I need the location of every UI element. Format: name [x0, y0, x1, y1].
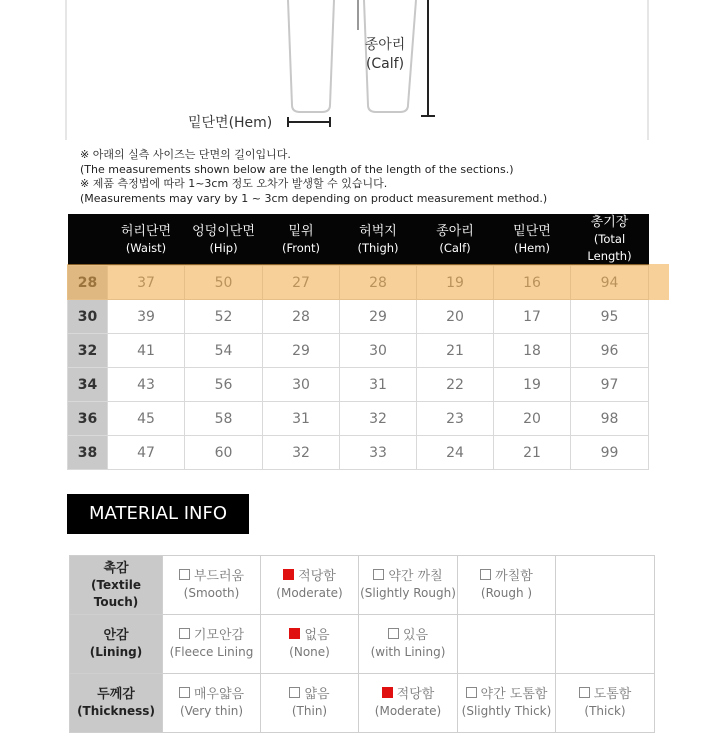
measure-cell: 19 [494, 368, 571, 402]
measure-cell: 58 [185, 402, 263, 436]
header-calf: 종아리 (Calf) [417, 214, 494, 266]
option-label-en: (Very thin) [179, 704, 244, 718]
measure-cell: 95 [571, 300, 649, 334]
option-label-en: (Fleece Lining [169, 645, 254, 659]
material-option [359, 674, 458, 733]
option-label-ko: 도톰함 [593, 687, 632, 702]
checked-box-icon [382, 687, 393, 698]
option-label-ko: 없음 [304, 628, 330, 643]
measure-cell: 54 [185, 334, 263, 368]
option-label-ko: 약간 까칠 [388, 569, 443, 584]
material-option [163, 674, 261, 733]
measure-cell: 99 [571, 436, 649, 470]
measure-cell: 33 [340, 436, 417, 470]
option-label-ko: 기모안감 [193, 628, 245, 643]
note-line: (Measurements may vary by 1 ~ 3cm depending on product measurement method.) [80, 191, 548, 205]
material-row-header [70, 615, 163, 674]
material-row-header [70, 674, 163, 733]
measure-cell: 23 [417, 402, 494, 436]
size-cell: 38 [68, 436, 108, 470]
measurement-notes [80, 148, 660, 206]
measure-cell: 31 [340, 368, 417, 402]
material-header-en: (Textile Touch) [90, 577, 142, 609]
calf-label-ko: 종아리 [364, 37, 406, 53]
material-option [163, 615, 261, 674]
header-thigh: 허벅지 (Thigh) [340, 214, 417, 266]
size-table-header [68, 214, 649, 266]
material-option [458, 674, 556, 733]
measure-cell: 31 [263, 402, 340, 436]
measure-cell: 20 [494, 402, 571, 436]
table-row [68, 334, 649, 368]
size-table [67, 214, 649, 470]
option-label-en: (Thin) [291, 704, 328, 718]
material-option [556, 556, 655, 615]
option-label-en: (Slightly Thick) [461, 704, 552, 718]
table-row [68, 436, 649, 470]
measure-cell: 22 [417, 368, 494, 402]
table-row [68, 402, 649, 436]
measure-cell: 21 [417, 334, 494, 368]
header-hem: 밑단면 (Hem) [494, 214, 571, 266]
material-header-en: (Thickness) [77, 704, 155, 718]
note-line: ※ 아래의 실측 사이즈는 단면의 길이입니다. [80, 148, 291, 161]
option-label-en: (None) [289, 645, 330, 659]
material-header-ko: 촉감 [103, 560, 129, 576]
header-waist: 허리단면 (Waist) [108, 214, 185, 266]
measure-cell: 43 [108, 368, 185, 402]
option-label-ko: 까칠함 [495, 569, 533, 584]
measure-cell: 39 [108, 300, 185, 334]
header-front: 밑위 (Front) [263, 214, 340, 266]
checked-box-icon [289, 628, 300, 639]
measure-cell: 29 [263, 334, 340, 368]
measure-cell: 17 [494, 300, 571, 334]
option-label-ko: 있음 [402, 628, 429, 643]
checkbox-icon [289, 687, 300, 698]
header-hip: 엉덩이단면 (Hip) [185, 214, 263, 266]
material-option [359, 556, 458, 615]
material-info-title: MATERIAL INFO [67, 494, 249, 534]
option-label-ko: 약간 도톰함 [480, 687, 548, 702]
header-total-length: 총기장 (Total Length) [571, 214, 649, 266]
option-label-en: (Slightly Rough) [360, 586, 456, 600]
option-label-ko: 매우얇음 [193, 687, 245, 702]
material-option [261, 615, 359, 674]
measure-cell: 21 [494, 436, 571, 470]
measure-cell: 20 [417, 300, 494, 334]
option-label-en: (Rough ) [480, 586, 533, 600]
option-label-ko: 적당함 [396, 687, 435, 702]
measure-cell: 30 [340, 334, 417, 368]
material-row [70, 615, 655, 674]
option-label-en: (with Lining) [370, 645, 446, 659]
measure-cell: 29 [340, 300, 417, 334]
option-label-ko: 부드러움 [193, 569, 245, 584]
material-option [556, 615, 655, 674]
measure-cell: 97 [571, 368, 649, 402]
checkbox-icon [480, 569, 491, 580]
checkbox-icon [466, 687, 477, 698]
note-line: (The measurements shown below are the length of the length of the sections.) [80, 162, 514, 176]
measure-cell: 45 [108, 402, 185, 436]
measure-cell: 96 [571, 334, 649, 368]
material-header-ko: 안감 [103, 628, 129, 643]
material-option [359, 615, 458, 674]
material-option [458, 556, 556, 615]
material-row [70, 556, 655, 615]
measure-cell: 24 [417, 436, 494, 470]
material-table [69, 555, 655, 733]
table-row [68, 368, 649, 402]
material-row [70, 674, 655, 733]
header-cell [68, 214, 108, 266]
material-option [458, 615, 556, 674]
material-option [261, 674, 359, 733]
checkbox-icon [388, 628, 399, 639]
option-label-en: (Moderate) [374, 704, 442, 718]
material-option [163, 556, 261, 615]
checkbox-icon [179, 569, 190, 580]
material-header-ko: 두께감 [97, 687, 135, 702]
option-label-en: (Moderate) [276, 586, 343, 600]
row-highlight [67, 264, 669, 300]
measure-cell: 30 [263, 368, 340, 402]
note-line: ※ 제품 측정법에 따라 1~3cm 정도 오차가 발생할 수 있습니다. [80, 177, 388, 190]
measure-cell: 52 [185, 300, 263, 334]
measure-cell: 32 [263, 436, 340, 470]
material-header-en: (Lining) [89, 645, 143, 659]
table-row [68, 300, 649, 334]
calf-label [350, 36, 420, 74]
measure-cell: 56 [185, 368, 263, 402]
material-option [556, 674, 655, 733]
calf-label-en: (Calf) [365, 56, 405, 72]
checked-box-icon [283, 569, 294, 580]
size-cell: 32 [68, 334, 108, 368]
option-label-en: (Thick) [584, 704, 626, 718]
hem-label: 밑단면(Hem) [188, 115, 273, 131]
checkbox-icon [579, 687, 590, 698]
checkbox-icon [373, 569, 384, 580]
measure-cell: 41 [108, 334, 185, 368]
size-cell: 30 [68, 300, 108, 334]
checkbox-icon [179, 687, 190, 698]
measure-cell: 98 [571, 402, 649, 436]
size-cell: 34 [68, 368, 108, 402]
measure-cell: 18 [494, 334, 571, 368]
measure-cell: 47 [108, 436, 185, 470]
measure-cell: 28 [263, 300, 340, 334]
size-cell: 36 [68, 402, 108, 436]
measure-cell: 60 [185, 436, 263, 470]
material-option [261, 556, 359, 615]
measure-cell: 32 [340, 402, 417, 436]
option-label-en: (Smooth) [183, 586, 240, 600]
material-row-header [70, 556, 163, 615]
option-label-ko: 얇음 [304, 687, 330, 702]
checkbox-icon [179, 628, 190, 639]
option-label-ko: 적당함 [298, 569, 336, 584]
